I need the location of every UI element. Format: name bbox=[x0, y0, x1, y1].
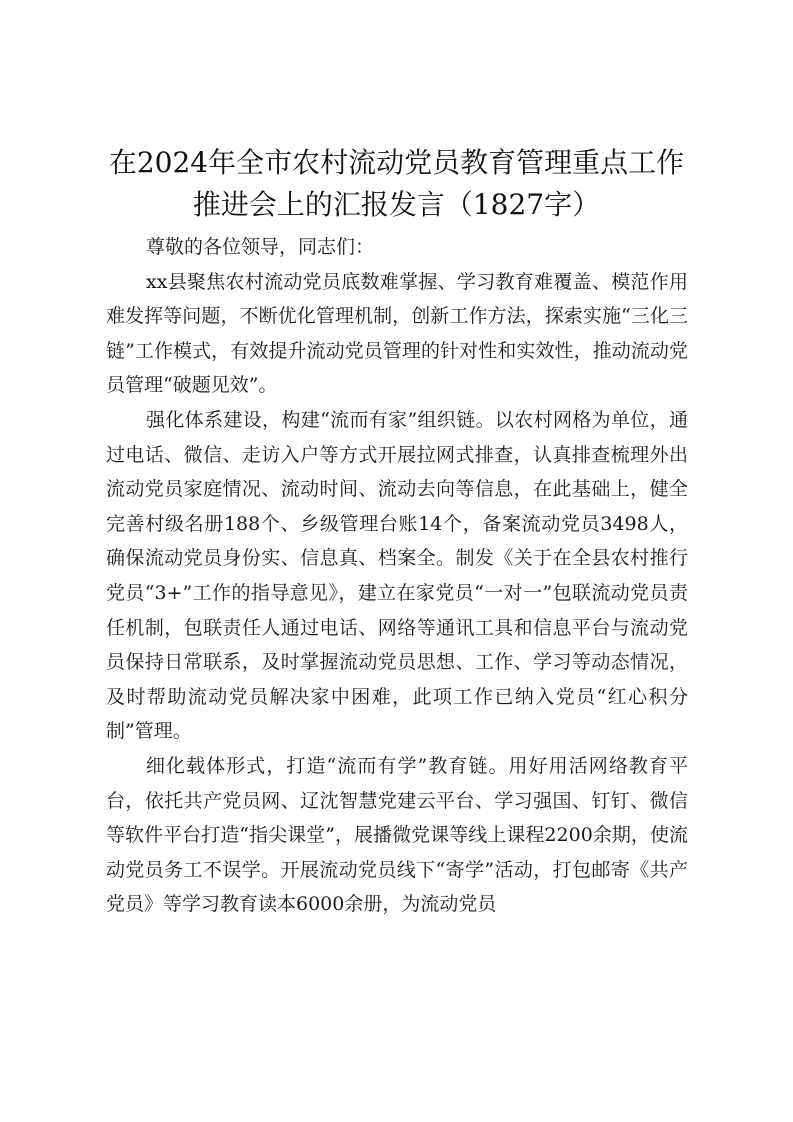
salutation: 尊敬的各位领导，同志们： bbox=[146, 236, 375, 258]
paragraph-education-chain: 细化载体形式，打造“流而有学”教育链。用好用活网络教育平台，依托共产党员网、辽沈智慧党建云平台、学习强国、钉钉、微信等软件平台打造“指尖课堂”，展播微党课等线上课程2200余期，使流动党员务工不误学。开展流动党员线下“寄学”活动，打包邮寄《共产党员》等学习教育读本6000余册，为流动党员 bbox=[106, 754, 688, 916]
document-body bbox=[106, 230, 688, 922]
paragraph-intro: xx县聚焦农村流动党员底数难掌握、学习教育难覆盖、模范作用难发挥等问题，不断优化管理机制，创新工作方法，探索实施“三化三链”工作模式，有效提升流动党员管理的针对性和实效性，推动流动党员管理“破题见效”。 bbox=[106, 270, 688, 397]
document-title: 在2024年全市农村流动党员教育管理重点工作推进会上的汇报发言（1827字） bbox=[108, 146, 685, 221]
paragraph-organization-chain: 强化体系建设，构建“流而有家”组织链。以农村网格为单位，通过电话、微信、走访入户等方式开展拉网式排查，认真排查梳理外出流动党员家庭情况、流动时间、流动去向等信息，在此基础上，健全完善村级名册188个、乡级管理台账14个，备案流动党员3498人，确保流动党员身份实、信息真、档案全。制发《关于在全县农村推行党员“3+”工作的指导意见》，建立在家党员“一对一”包联流动党员责任机制，包联责任人通过电话、网络等通讯工具和信息平台与流动党员保持日常联系，及时掌握流动党员思想、工作、学习等动态情况，及时帮助流动党员解决家中困难，此项工作已纳入党员“红心积分制”管理。 bbox=[106, 408, 688, 743]
